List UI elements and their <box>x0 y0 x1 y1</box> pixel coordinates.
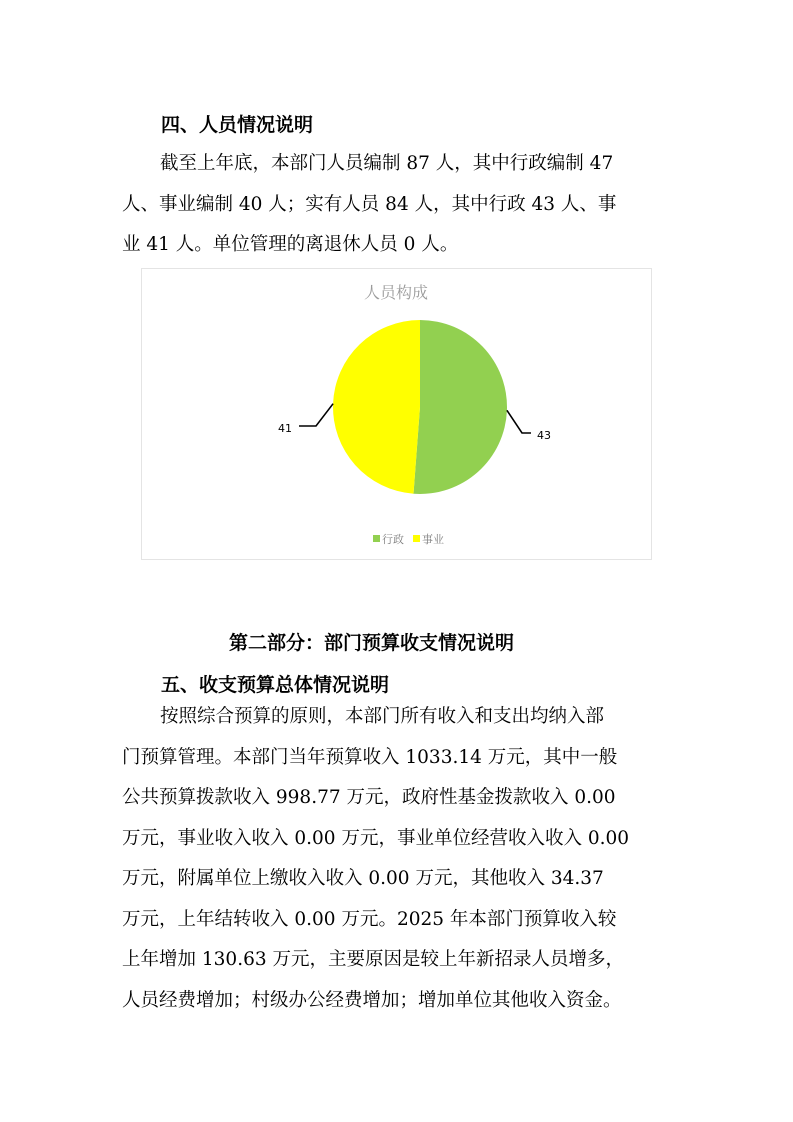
paragraph-line: 万元，事业收入收入 0.00 万元，事业单位经营收入收入 0.00 <box>122 827 630 849</box>
paragraph-line: 业 41 人。单位管理的离退休人员 0 人。 <box>122 234 459 255</box>
part-two-heading: 第二部分：部门预算收支情况说明 <box>229 632 515 654</box>
legend-swatch-0 <box>373 535 380 542</box>
staffing-paragraph <box>122 144 678 266</box>
pie-chart-svg <box>142 269 651 559</box>
section-heading-staffing: 四、人员情况说明 <box>161 114 314 136</box>
budget-paragraph <box>122 697 678 1021</box>
legend-swatch-1 <box>413 535 420 542</box>
section-heading-budget-overview: 五、收支预算总体情况说明 <box>161 674 390 696</box>
legend-label-1: 事业 <box>422 533 444 546</box>
paragraph-line: 公共预算拨款收入 998.77 万元，政府性基金拨款收入 0.00 <box>122 787 616 808</box>
pie-slice-1 <box>333 320 420 494</box>
pie-slice-0 <box>413 320 507 494</box>
paragraph-line: 人、事业编制 40 人；实有人员 84 人，其中行政 43 人、事 <box>122 193 617 215</box>
paragraph-line: 按照综合预算的原则，本部门所有收入和支出均纳入部 <box>160 706 605 727</box>
leader-line-0 <box>507 410 531 433</box>
paragraph-line: 人员经费增加；村级办公经费增加；增加单位其他收入资金。 <box>122 989 622 1011</box>
data-label-1: 41 <box>278 422 292 435</box>
paragraph-line: 截至上年底，本部门人员编制 87 人，其中行政编制 47 <box>160 153 614 174</box>
data-label-0: 43 <box>537 429 551 442</box>
legend-label-0: 行政 <box>382 533 404 546</box>
chart-title: 人员构成 <box>363 283 429 302</box>
paragraph-line: 万元，附属单位上缴收入收入 0.00 万元，其他收入 34.37 <box>122 868 604 889</box>
paragraph-line: 上年增加 130.63 万元，主要原因是较上年新招录人员增多， <box>122 949 624 970</box>
pie-slices <box>333 320 507 494</box>
chart-legend <box>373 532 444 546</box>
paragraph-line: 门预算管理。本部门当年预算收入 1033.14 万元，其中一般 <box>122 746 618 768</box>
staff-composition-chart <box>141 268 652 560</box>
paragraph-line: 万元，上年结转收入 0.00 万元。2025 年本部门预算收入较 <box>122 908 617 930</box>
leader-line-1 <box>299 404 333 426</box>
